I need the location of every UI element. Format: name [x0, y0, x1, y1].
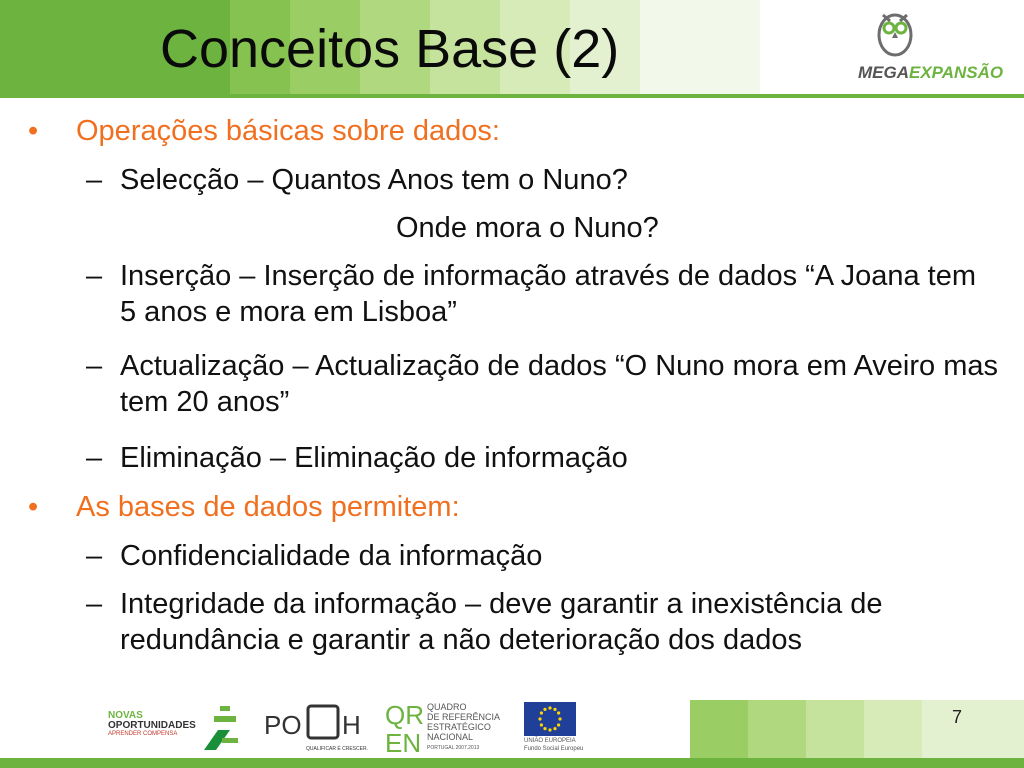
dash-marker: –: [86, 350, 103, 382]
svg-text:EN: EN: [385, 728, 422, 755]
bullet-dot: •: [28, 491, 39, 523]
arrows-icon: [200, 704, 240, 752]
footer-stripes: [690, 700, 1024, 758]
owl-icon: [870, 5, 920, 60]
logo-wordmark: MEGAEXPANSÃO: [858, 63, 1004, 82]
poph-mark-icon: [262, 702, 372, 744]
footer-rule: [0, 758, 1024, 768]
svg-text:QR: QR: [385, 700, 424, 730]
svg-text:H: H: [342, 710, 361, 740]
dash-marker: –: [86, 164, 103, 196]
header-rule: [0, 94, 1024, 98]
page-number: 7: [952, 707, 963, 727]
dash-marker: –: [86, 442, 103, 474]
dash-marker: –: [86, 588, 103, 620]
eu-flag-icon: [524, 702, 576, 736]
qren-mark-icon: [385, 700, 433, 755]
bullet-dot: •: [28, 115, 39, 147]
slide-title: Conceitos Base (2): [160, 19, 620, 79]
poph-logo: PO H QUALIFICAR É CRESCER.: [262, 700, 372, 755]
svg-text:PO: PO: [264, 710, 302, 740]
novas-oportunidades-logo: NOVAS OPORTUNIDADES APRENDER COMPENSA: [108, 700, 248, 755]
uniao-europeia-logo: UNIÃO EUROPEIA Fundo Social Europeu: [520, 700, 610, 755]
dash-marker: –: [86, 260, 103, 292]
megaexpansao-logo: [850, 5, 1020, 93]
dash-marker: –: [86, 540, 103, 572]
qren-logo: QR EN QUADRO DE REFERÊNCIA ESTRATÉGICO NACIONAL PORTUGAL 2007.2013: [385, 700, 515, 755]
